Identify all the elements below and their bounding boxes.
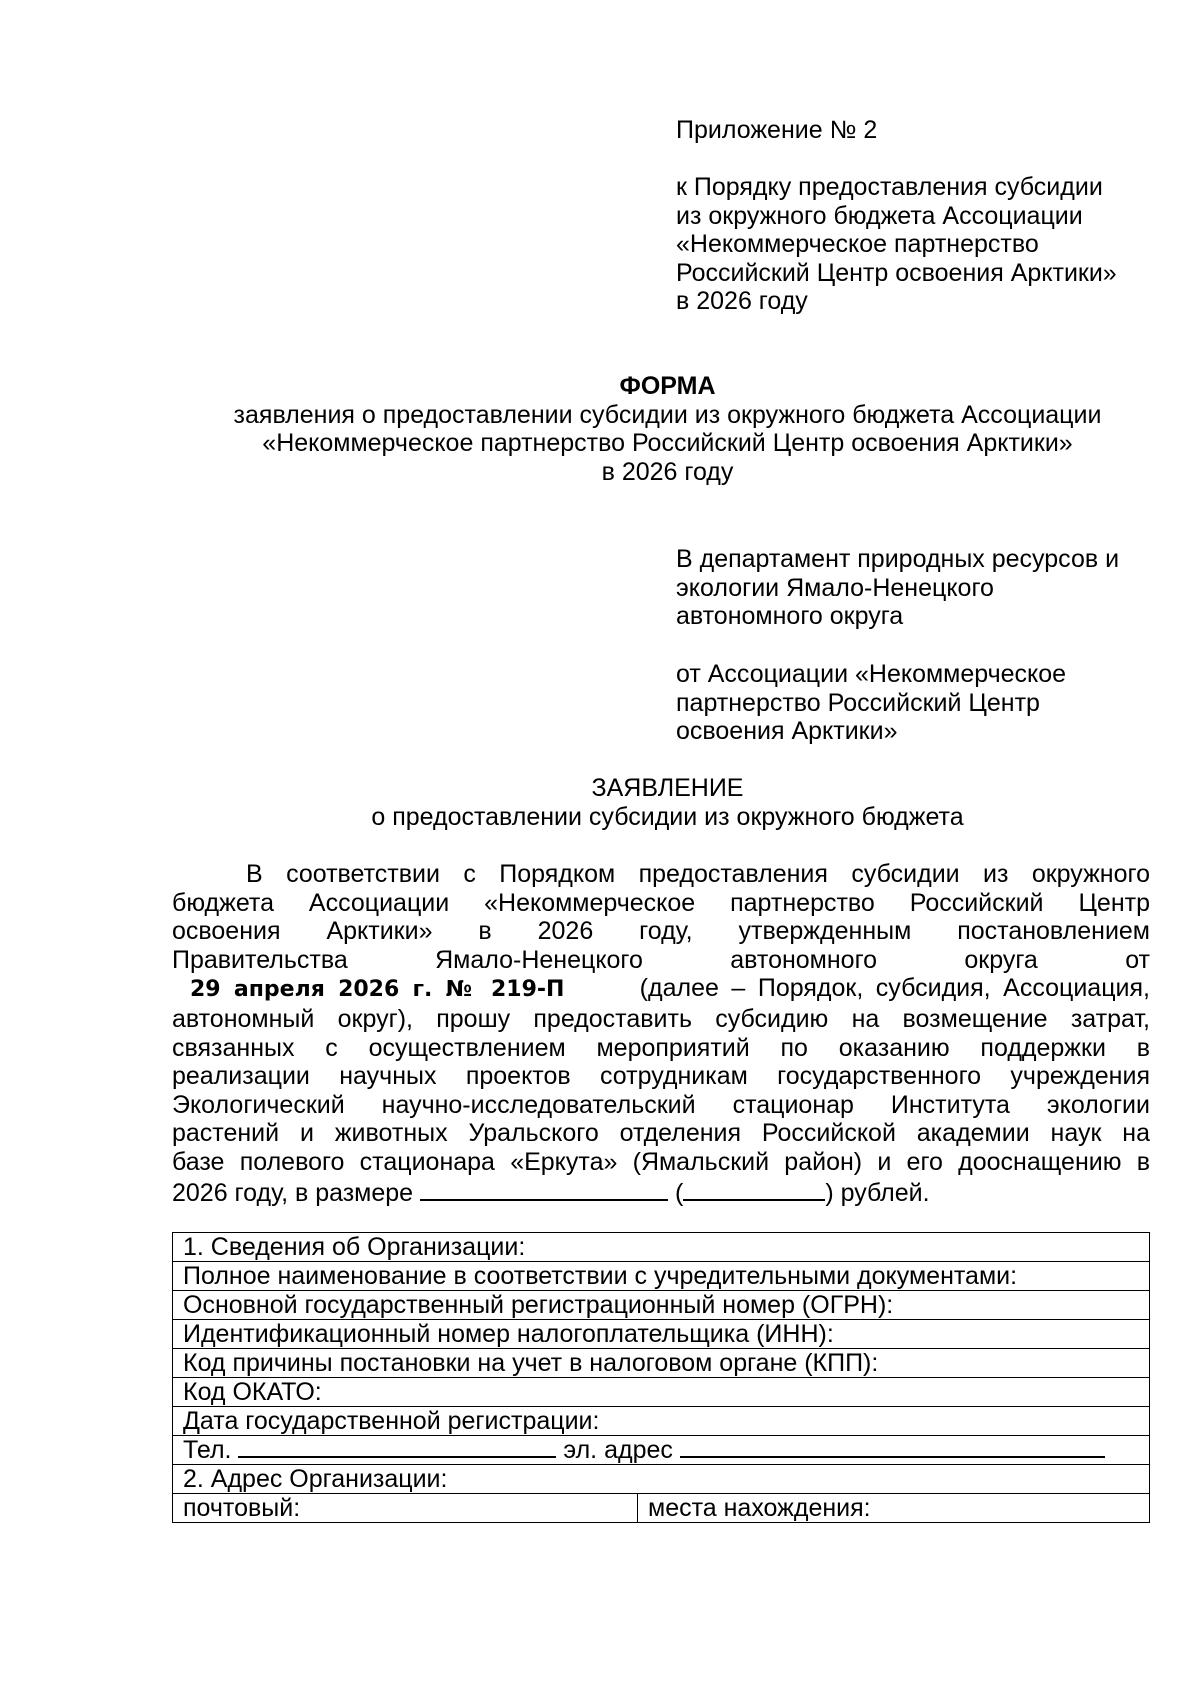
section1-cell: 1. Сведения об Организации:: [173, 1233, 1150, 1262]
organization-info-table: [172, 1232, 1150, 1523]
addressee-line: автономного округа: [676, 602, 904, 630]
body-line-date: [172, 974, 1150, 1005]
tel-blank[interactable]: [238, 1436, 556, 1458]
section2-cell: 2. Адрес Организации:: [173, 1465, 1150, 1494]
inn-field[interactable]: Идентификационный номер налогоплательщика (ИНН):: [173, 1320, 1150, 1349]
okato-field[interactable]: Код ОКАТО:: [173, 1378, 1150, 1407]
body-line: освоения Арктики» в 2026 году, утвержденным постановлением: [172, 917, 1150, 946]
body-text-rest: (далее – Порядок, субсидия, Ассоциация,: [639, 974, 1150, 1003]
appendix-line: «Некоммерческое партнерство: [676, 230, 1039, 258]
addressee-line: В департамент природных ресурсов и: [676, 545, 1120, 573]
body-line-amount: [172, 1177, 1150, 1208]
body-line: Экологический научно-исследовательский стационар Института экологии: [172, 1090, 1150, 1119]
body-line: Правительства Ямало-Ненецкого автономного округа от: [172, 945, 1150, 974]
tel-label: Тел.: [183, 1436, 232, 1464]
paren-open: (: [674, 1178, 684, 1207]
body-line: базе полевого стационара «Еркута» (Ямальский район) и его дооснащению в: [172, 1147, 1150, 1176]
resolution-date-fill: 29 апреля 2026 г. № 219-П: [190, 977, 565, 1003]
form-title-line: заявления о предоставлении субсидии из окружного бюджета Ассоциации: [233, 400, 1102, 429]
table-row: [173, 1233, 1150, 1262]
body-line: растений и животных Уральского отделения Российской академии наук на: [172, 1119, 1150, 1148]
statement-heading-block: [0, 774, 1200, 831]
form-title-line: в 2026 году: [601, 457, 734, 486]
appendix-number: Приложение № 2: [676, 116, 878, 144]
amount-prefix: 2026 году, в размере: [172, 1178, 414, 1207]
table-row: [173, 1465, 1150, 1494]
appendix-block: [676, 116, 1196, 316]
body-line: реализации научных проектов сотрудникам государственного учреждения: [172, 1062, 1150, 1091]
amount-words-blank[interactable]: [683, 1177, 825, 1201]
postal-address-field[interactable]: почтовый:: [173, 1494, 638, 1523]
table-row: [173, 1436, 1150, 1465]
sender-line: освоения Арктики»: [676, 717, 898, 745]
ogrn-field[interactable]: Основной государственный регистрационный номер (ОГРН):: [173, 1291, 1150, 1320]
location-address-field[interactable]: места нахождения:: [638, 1494, 1150, 1523]
appendix-line: в 2026 году: [676, 287, 808, 315]
table-row: [173, 1494, 1150, 1523]
body-line: связанных с осуществлением мероприятий по оказанию поддержки в: [172, 1033, 1150, 1062]
amount-suffix: ) рублей.: [825, 1178, 930, 1207]
table-row: [173, 1407, 1150, 1436]
contacts-cell: [173, 1436, 1150, 1465]
appendix-line: к Порядку предоставления субсидии: [676, 173, 1103, 201]
appendix-line: из окружного бюджета Ассоциации: [676, 201, 1083, 230]
table-row: [173, 1262, 1150, 1291]
email-blank[interactable]: [680, 1436, 1105, 1458]
kpp-field[interactable]: Код причины постановки на учет в налоговом органе (КПП):: [173, 1349, 1150, 1378]
appendix-line: Российский Центр освоения Арктики»: [676, 258, 1117, 287]
statement-subheading: о предоставлении субсидии из окружного бюджета: [371, 802, 964, 831]
body-line: В соответствии с Порядком предоставления субсидии из окружного: [246, 860, 1150, 888]
sender-line: партнерство Российский Центр: [676, 688, 1040, 717]
form-title-block: [0, 372, 1200, 486]
addressee-line: экологии Ямало-Ненецкого: [676, 573, 994, 602]
body-line: бюджета Ассоциации «Некоммерческое партнерство Российский Центр: [172, 888, 1150, 917]
addressee-from: [676, 660, 1196, 746]
sender-line: от Ассоциации «Некоммерческое: [676, 660, 1067, 688]
full-name-field[interactable]: Полное наименование в соответствии с учредительными документами:: [173, 1262, 1150, 1291]
table-row: [173, 1320, 1150, 1349]
body-line: автономный округ), прошу предоставить субсидию на возмещение затрат,: [172, 1004, 1150, 1033]
registration-date-field[interactable]: Дата государственной регистрации:: [173, 1407, 1150, 1436]
table-row: [173, 1378, 1150, 1407]
email-label: эл. адрес: [563, 1436, 673, 1464]
statement-heading: ЗАЯВЛЕНИЕ: [591, 774, 744, 802]
amount-number-blank[interactable]: [420, 1177, 668, 1201]
form-heading: ФОРМА: [619, 372, 716, 400]
addressee-to: [676, 545, 1196, 631]
table-row: [173, 1349, 1150, 1378]
statement-body: [172, 860, 1150, 1207]
table-row: [173, 1291, 1150, 1320]
form-title-line: «Некоммерческое партнерство Российский Центр освоения Арктики»: [262, 429, 1073, 457]
